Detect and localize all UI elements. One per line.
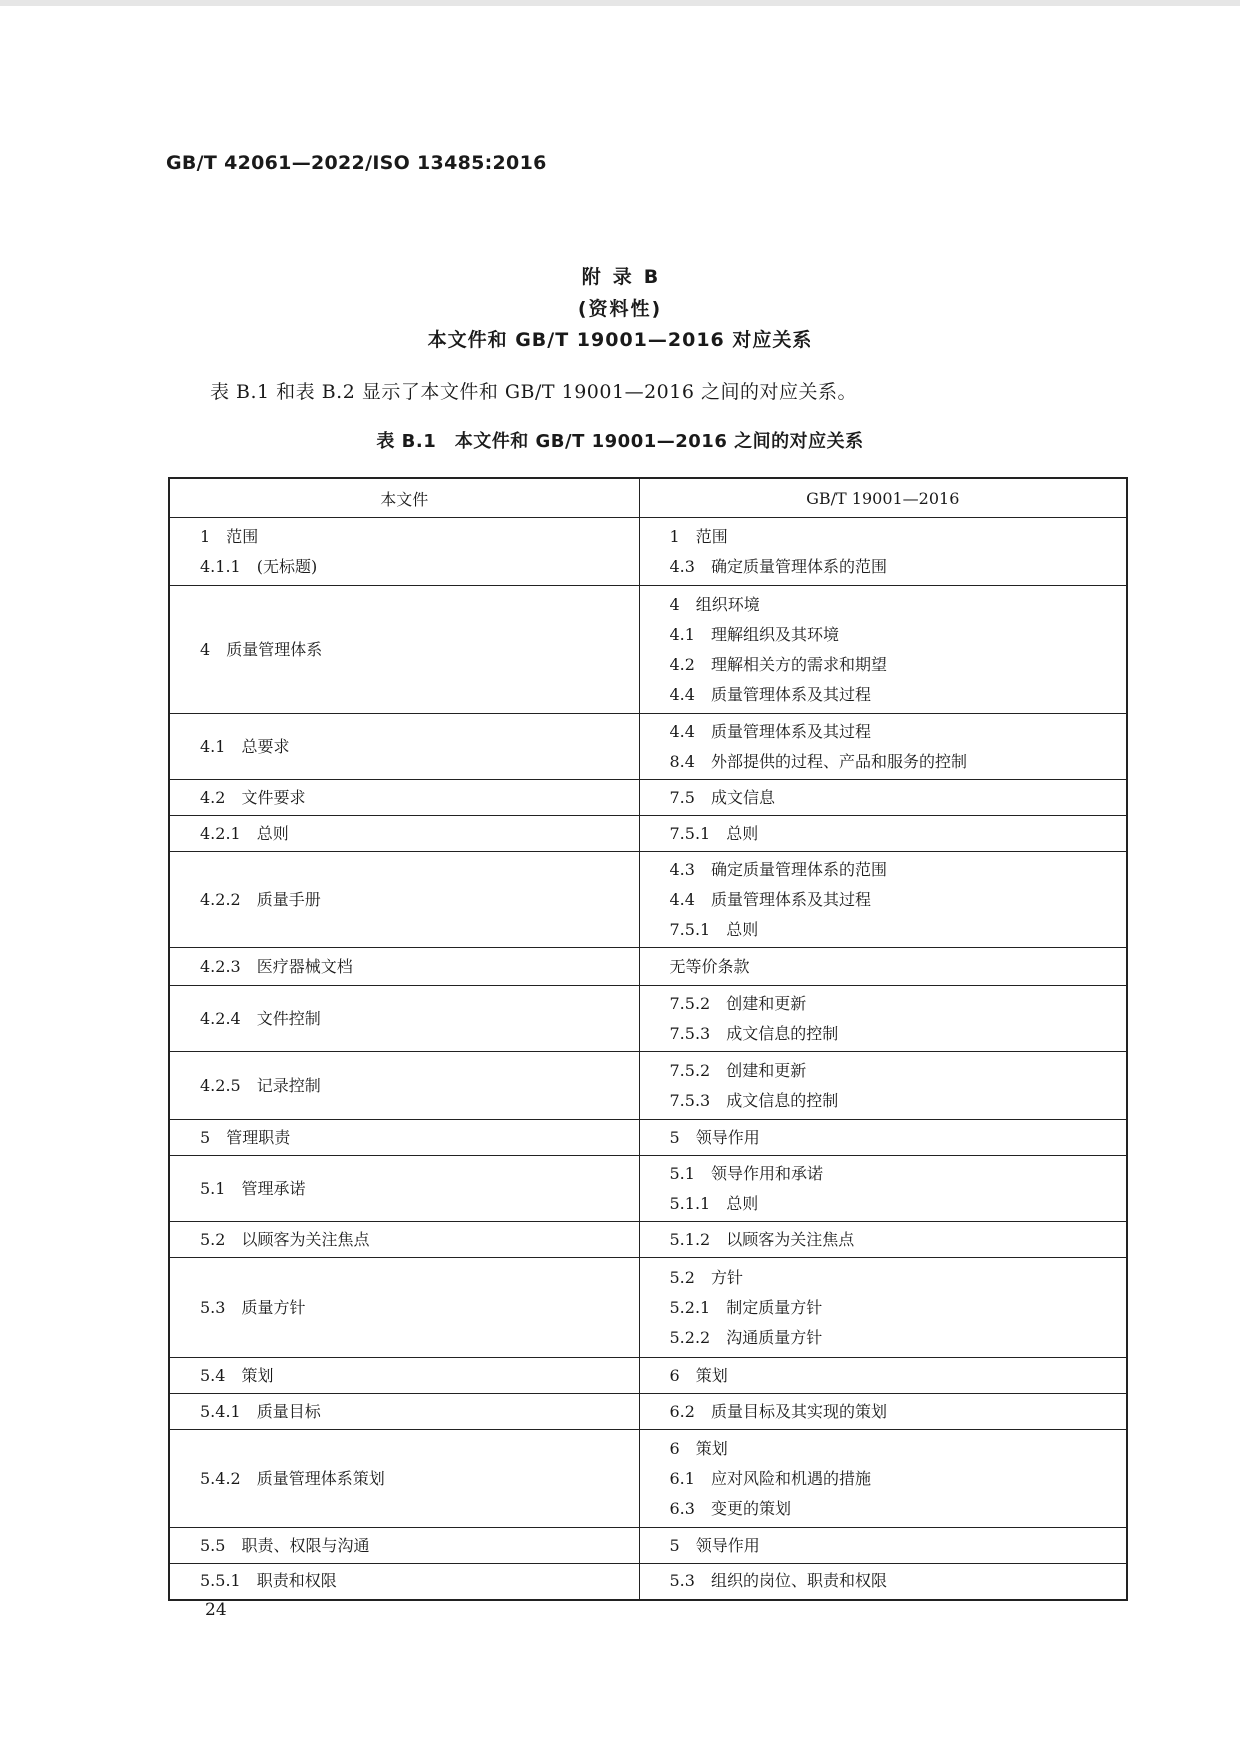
- table-row: [169, 1358, 1127, 1394]
- clause-title: 质量目标: [256, 1401, 321, 1421]
- cell-gbt-19001: [639, 780, 1127, 816]
- cell-gbt-19001: [639, 1120, 1127, 1156]
- clause-number: 4.2: [200, 787, 226, 807]
- clause-title: 质量管理体系及其过程: [710, 889, 871, 909]
- clause-number: 5.4: [200, 1365, 226, 1385]
- table-row: [169, 780, 1127, 816]
- cell-gbt-19001: [639, 1258, 1127, 1358]
- clause-number: 4.3: [669, 556, 695, 576]
- table-row: [169, 816, 1127, 852]
- clause-title: 组织的岗位、职责和权限: [710, 1571, 887, 1591]
- clause-entry: [200, 732, 639, 762]
- clause-title: 创建和更新: [726, 993, 807, 1013]
- cell-this-document: [169, 852, 639, 948]
- clause-entry: [200, 1225, 639, 1255]
- clause-title: 总则: [726, 919, 759, 939]
- clause-number: 4.2.1: [200, 823, 241, 843]
- clause-title: 领导作用: [695, 1127, 760, 1147]
- clause-title: 总则: [726, 823, 759, 843]
- clause-number: 4.1: [669, 624, 695, 644]
- clause-title: 质量管理体系及其过程: [710, 684, 871, 704]
- clause-number: 6.3: [669, 1498, 695, 1518]
- clause-entry: [200, 1361, 639, 1391]
- cell-gbt-19001: [639, 852, 1127, 948]
- clause-entry: [200, 1004, 639, 1034]
- clause-title: 以顾客为关注焦点: [241, 1229, 370, 1249]
- clause-title: 领导作用和承诺: [710, 1163, 823, 1183]
- clause-entry: [670, 1566, 1127, 1596]
- clause-entry: [200, 635, 639, 665]
- clause-entry: [670, 819, 1127, 849]
- clause-number: 4.4: [669, 889, 695, 909]
- cell-this-document: [169, 518, 639, 586]
- clause-entry: [670, 552, 1127, 582]
- clause-number: 5.2: [200, 1229, 226, 1249]
- clause-entry: [670, 1464, 1127, 1494]
- clause-entry: [670, 915, 1127, 945]
- clause-number: 7.5.2: [669, 1060, 711, 1080]
- clause-title: 职责和权限: [256, 1571, 337, 1591]
- clause-entry: [670, 885, 1127, 915]
- clause-title: 策划: [241, 1365, 274, 1385]
- clause-title: 管理职责: [226, 1127, 291, 1147]
- clause-entry: [670, 1263, 1127, 1293]
- clause-entry: [670, 1293, 1127, 1323]
- clause-entry: [670, 855, 1127, 885]
- clause-title: 管理承诺: [241, 1178, 306, 1198]
- cell-gbt-19001: [639, 1394, 1127, 1430]
- clause-title: 文件要求: [241, 787, 306, 807]
- clause-number: 4: [669, 594, 680, 614]
- table-row: [169, 1564, 1127, 1600]
- clause-title: 创建和更新: [726, 1060, 807, 1080]
- clause-entry: [670, 1189, 1127, 1219]
- table-body: [169, 518, 1127, 1600]
- cell-this-document: [169, 780, 639, 816]
- clause-title: 理解组织及其环境: [710, 624, 839, 644]
- clause-title: 范围: [226, 526, 259, 546]
- clause-number: 5: [200, 1127, 211, 1147]
- clause-title: 应对风险和机遇的措施: [710, 1468, 871, 1488]
- page-number: 24: [205, 1600, 227, 1620]
- table-row: [169, 1222, 1127, 1258]
- table-row: [169, 518, 1127, 586]
- clause-title: 质量目标及其实现的策划: [710, 1401, 887, 1421]
- clause-number: 5: [669, 1127, 680, 1147]
- intro-paragraph: 表 B.1 和表 B.2 显示了本文件和 GB/T 19001—2016 之间的对应关系。: [210, 381, 857, 403]
- correspondence-table: [168, 477, 1128, 1601]
- table-row: [169, 586, 1127, 714]
- clause-entry: [200, 819, 639, 849]
- cell-gbt-19001: [639, 948, 1127, 986]
- clause-title: 文件控制: [256, 1008, 321, 1028]
- table-row: [169, 948, 1127, 986]
- clause-number: 8.4: [669, 751, 695, 771]
- clause-title: 总要求: [241, 736, 290, 756]
- clause-entry: [670, 1494, 1127, 1524]
- cell-this-document: [169, 714, 639, 780]
- clause-entry: [200, 1531, 639, 1561]
- clause-entry: [200, 783, 639, 813]
- cell-gbt-19001: [639, 1052, 1127, 1120]
- table-row: [169, 714, 1127, 780]
- annex-heading: 本文件和 GB/T 19001—2016 对应关系: [427, 329, 813, 351]
- clause-title: 记录控制: [256, 1075, 321, 1095]
- cell-this-document: [169, 1564, 639, 1600]
- cell-this-document: [169, 1358, 639, 1394]
- table-caption: 表 B.1 本文件和 GB/T 19001—2016 之间的对应关系: [376, 431, 864, 452]
- clause-entry: [670, 1531, 1127, 1561]
- table-row: [169, 1528, 1127, 1564]
- clause-number: 5.2: [669, 1267, 695, 1287]
- clause-number: 6: [669, 1438, 680, 1458]
- clause-title: 质量管理体系: [226, 639, 323, 659]
- cell-gbt-19001: [639, 518, 1127, 586]
- table-row: [169, 1052, 1127, 1120]
- cell-this-document: [169, 986, 639, 1052]
- cell-this-document: [169, 1258, 639, 1358]
- clause-title: 医疗器械文档: [256, 956, 353, 976]
- clause-entry: [670, 650, 1127, 680]
- clause-number: 5: [669, 1535, 680, 1555]
- clause-number: 1: [669, 526, 680, 546]
- clause-entry: [670, 1361, 1127, 1391]
- clause-entry: [670, 1225, 1127, 1255]
- clause-title: 领导作用: [695, 1535, 760, 1555]
- clause-entry: [200, 522, 639, 552]
- clause-title: 确定质量管理体系的范围: [710, 556, 887, 576]
- scan-edge: [0, 0, 1240, 6]
- clause-number: 4.2.4: [200, 1008, 241, 1028]
- clause-title: 外部提供的过程、产品和服务的控制: [710, 751, 967, 771]
- cell-gbt-19001: [639, 816, 1127, 852]
- cell-gbt-19001: [639, 1358, 1127, 1394]
- clause-entry: [670, 783, 1127, 813]
- clause-number: 1: [200, 526, 211, 546]
- table-row: [169, 852, 1127, 948]
- standard-code-header: GB/T 42061—2022/ISO 13485:2016: [166, 152, 547, 174]
- header-gbt-19001: GB/T 19001—2016: [639, 478, 1127, 518]
- clause-entry: [200, 1464, 639, 1494]
- cell-gbt-19001: [639, 586, 1127, 714]
- clause-number: 4.3: [669, 859, 695, 879]
- clause-number: 7.5.3: [669, 1023, 711, 1043]
- cell-gbt-19001: [639, 714, 1127, 780]
- clause-entry: [670, 1397, 1127, 1427]
- table-row: [169, 1394, 1127, 1430]
- clause-entry: [200, 885, 639, 915]
- clause-entry: [670, 717, 1127, 747]
- header-this-document: 本文件: [169, 478, 639, 518]
- cell-this-document: [169, 1528, 639, 1564]
- cell-gbt-19001: [639, 1222, 1127, 1258]
- cell-this-document: [169, 1430, 639, 1528]
- table-header-row: [169, 478, 1127, 518]
- clause-entry: [200, 552, 639, 582]
- cell-gbt-19001: [639, 986, 1127, 1052]
- clause-number: 4.4: [669, 684, 695, 704]
- clause-number: 7.5.1: [669, 823, 711, 843]
- clause-number: 6.1: [669, 1468, 695, 1488]
- clause-number: 5.4.1: [200, 1401, 241, 1421]
- clause-entry: [670, 620, 1127, 650]
- clause-number: 7.5.2: [669, 993, 711, 1013]
- clause-entry: [670, 747, 1127, 777]
- cell-this-document: [169, 1394, 639, 1430]
- clause-number: 5.1.1: [669, 1193, 711, 1213]
- cell-this-document: [169, 1120, 639, 1156]
- clause-entry: [670, 1056, 1127, 1086]
- clause-title: 质量方针: [241, 1297, 306, 1317]
- table-row: [169, 1258, 1127, 1358]
- clause-number: 5.1: [669, 1163, 695, 1183]
- clause-entry: [200, 1566, 639, 1596]
- cell-gbt-19001: [639, 1564, 1127, 1600]
- clause-number: 6: [669, 1365, 680, 1385]
- clause-entry: [670, 1323, 1127, 1353]
- clause-number: 5.5.1: [200, 1571, 241, 1591]
- clause-number: 4.1.1: [200, 556, 241, 576]
- clause-entry: [670, 522, 1127, 552]
- cell-gbt-19001: [639, 1156, 1127, 1222]
- clause-title: 理解相关方的需求和期望: [710, 654, 887, 674]
- clause-number: 4.2.3: [200, 956, 241, 976]
- clause-number: 7.5: [669, 787, 695, 807]
- clause-title: 沟通质量方针: [726, 1327, 823, 1347]
- clause-number: 4.1: [200, 736, 226, 756]
- cell-this-document: [169, 1222, 639, 1258]
- table-row: [169, 1430, 1127, 1528]
- clause-title: 总则: [726, 1193, 759, 1213]
- clause-title: 成文信息的控制: [726, 1023, 839, 1043]
- clause-number: 6.2: [669, 1401, 695, 1421]
- clause-number: 4.2.2: [200, 889, 241, 909]
- clause-title: 成文信息的控制: [726, 1090, 839, 1110]
- cell-this-document: [169, 1156, 639, 1222]
- cell-this-document: [169, 1052, 639, 1120]
- clause-title: 策划: [695, 1438, 728, 1458]
- clause-entry: [670, 1434, 1127, 1464]
- clause-title: 方针: [710, 1267, 743, 1287]
- clause-number: 5.2.1: [669, 1297, 711, 1317]
- clause-title: 变更的策划: [710, 1498, 791, 1518]
- clause-title: 范围: [695, 526, 728, 546]
- clause-number: 4.2.5: [200, 1075, 241, 1095]
- clause-entry: [670, 1123, 1127, 1153]
- clause-entry: [200, 1123, 639, 1153]
- clause-title: 无等价条款: [669, 956, 750, 976]
- clause-title: 质量管理体系及其过程: [710, 721, 871, 741]
- clause-title: (无标题): [256, 556, 318, 576]
- clause-entry: [670, 1086, 1127, 1116]
- table-row: [169, 1120, 1127, 1156]
- clause-entry: [200, 1174, 639, 1204]
- clause-entry: [670, 1159, 1127, 1189]
- annex-title: 附录B: [581, 266, 671, 288]
- annex-type: (资料性): [577, 298, 663, 320]
- clause-entry: [670, 590, 1127, 620]
- clause-entry: [200, 1293, 639, 1323]
- table-row: [169, 986, 1127, 1052]
- clause-number: 5.1.2: [669, 1229, 711, 1249]
- clause-title: 质量手册: [256, 889, 321, 909]
- clause-number: 4.2: [669, 654, 695, 674]
- table-row: [169, 1156, 1127, 1222]
- clause-entry: [200, 1397, 639, 1427]
- clause-number: 5.1: [200, 1178, 226, 1198]
- clause-entry: [200, 952, 639, 982]
- clause-title: 质量管理体系策划: [256, 1468, 385, 1488]
- cell-this-document: [169, 816, 639, 852]
- clause-entry: [670, 1019, 1127, 1049]
- clause-title: 制定质量方针: [726, 1297, 823, 1317]
- clause-number: 4.4: [669, 721, 695, 741]
- clause-title: 总则: [256, 823, 289, 843]
- clause-entry: [670, 989, 1127, 1019]
- clause-title: 确定质量管理体系的范围: [710, 859, 887, 879]
- cell-this-document: [169, 948, 639, 986]
- clause-entry: [200, 1071, 639, 1101]
- clause-title: 策划: [695, 1365, 728, 1385]
- clause-entry: [670, 680, 1127, 710]
- clause-number: 5.4.2: [200, 1468, 241, 1488]
- clause-number: 7.5.3: [669, 1090, 711, 1110]
- clause-number: 5.3: [669, 1571, 695, 1591]
- cell-this-document: [169, 586, 639, 714]
- clause-title: 成文信息: [710, 787, 775, 807]
- cell-gbt-19001: [639, 1528, 1127, 1564]
- clause-number: 5.3: [200, 1297, 226, 1317]
- clause-number: 4: [200, 639, 211, 659]
- cell-gbt-19001: [639, 1430, 1127, 1528]
- clause-number: 7.5.1: [669, 919, 711, 939]
- clause-title: 组织环境: [695, 594, 760, 614]
- clause-title: 职责、权限与沟通: [241, 1535, 370, 1555]
- clause-number: 5.5: [200, 1535, 226, 1555]
- clause-number: 5.2.2: [669, 1327, 711, 1347]
- clause-title: 以顾客为关注焦点: [726, 1229, 855, 1249]
- clause-entry: [670, 952, 1127, 982]
